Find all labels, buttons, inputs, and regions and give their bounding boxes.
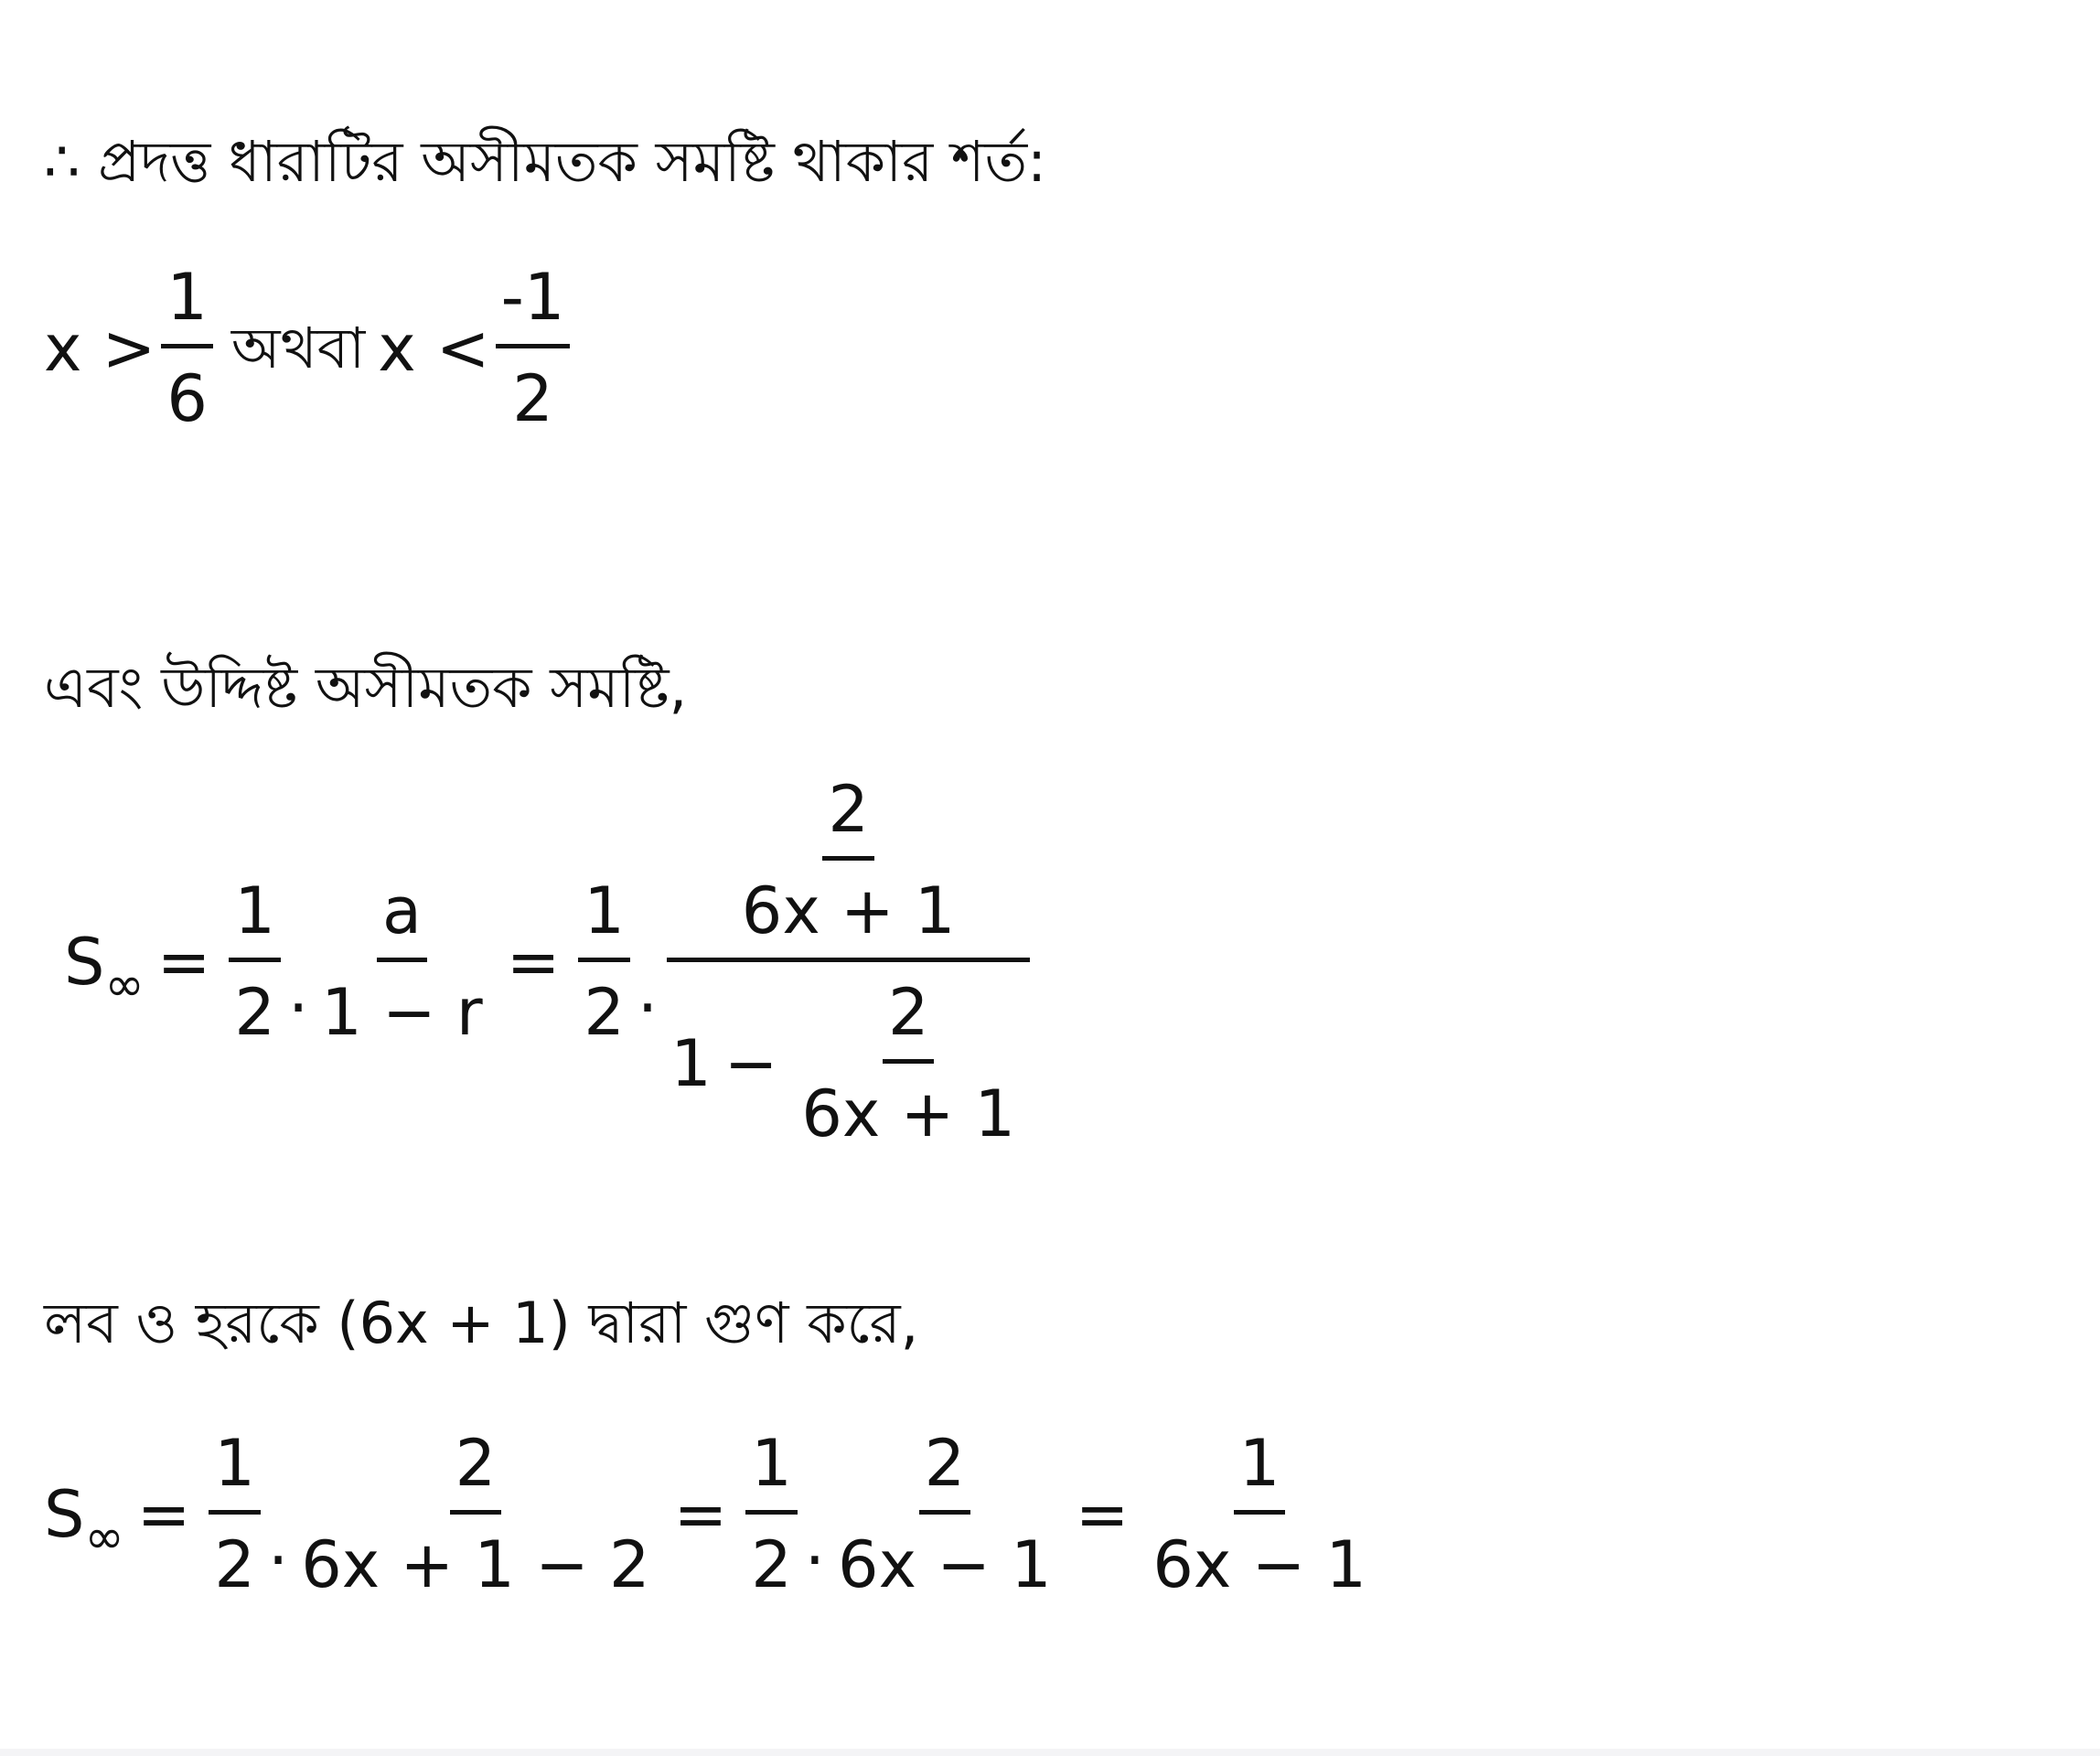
fraction-denominator: 2: [584, 975, 625, 1050]
sum-symbol: [64, 924, 145, 1012]
multiply-dot: .: [637, 951, 659, 1027]
sum-letter: S: [64, 924, 105, 1000]
minus-sign: −: [723, 1025, 778, 1101]
fraction-denominator: 2: [751, 1527, 792, 1602]
fraction-numerator: 1: [229, 879, 281, 962]
fraction-two-over-expression: [295, 1426, 655, 1602]
fraction-a-over-one-minus-r: [316, 873, 488, 1050]
fraction-one-sixth: [161, 260, 213, 436]
multiply-dot: .: [287, 951, 309, 1027]
equals-sign: =: [506, 924, 561, 1000]
fraction-denominator: 6: [166, 361, 208, 436]
equals-sign: =: [673, 1476, 728, 1552]
fraction-numerator: 1: [1234, 1431, 1286, 1515]
condition-connector: অথবা: [230, 314, 366, 381]
multiply-note: [44, 1290, 918, 1357]
infinity-subscript: ∞: [104, 957, 145, 1012]
equals-sign: =: [1075, 1476, 1130, 1552]
compound-denominator: [665, 962, 1032, 1151]
fraction-numerator: 2: [883, 980, 935, 1064]
condition-heading-text: ∴ প্রদত্ত ধারাটির অসীমতক সমষ্টি থাকার শর্ত:: [44, 128, 1047, 195]
sum-letter: S: [44, 1476, 85, 1552]
fraction-denominator: 2: [512, 361, 553, 436]
fraction-denominator: 6x − 1: [838, 1527, 1052, 1602]
equals-sign: =: [156, 924, 211, 1000]
fraction-denominator: 6x + 1 − 2: [301, 1527, 650, 1602]
condition-lhs: x >: [44, 310, 156, 386]
infinity-subscript: ∞: [84, 1509, 124, 1565]
fraction-numerator: 2: [822, 777, 874, 861]
fraction-two-over-six-x-plus-one: [736, 772, 961, 948]
sum-heading-text: এবং উদ্দিষ্ট অসীমতক সমষ্টি,: [44, 654, 688, 721]
fraction-denominator: 6x + 1: [801, 1076, 1016, 1151]
fraction-denominator: 2: [214, 1527, 255, 1602]
fraction-denominator: 6x + 1: [741, 873, 956, 948]
fraction-half: [209, 1426, 261, 1602]
sum-equation-1: [64, 772, 1037, 1151]
compound-fraction: [665, 772, 1032, 1151]
multiply-dot: .: [804, 1504, 826, 1579]
convergence-condition: [44, 260, 575, 436]
fraction-half: [229, 873, 281, 1050]
compound-numerator: [667, 772, 1031, 962]
fraction-half: [578, 873, 630, 1050]
fraction-numerator: 1: [161, 265, 213, 348]
fraction-numerator: 1: [209, 1431, 261, 1515]
fraction-denominator: 2: [234, 975, 275, 1050]
sum-equation-2: [44, 1426, 1377, 1602]
fraction-numerator: a: [377, 879, 427, 962]
fraction-numerator: 1: [578, 879, 630, 962]
fraction-denominator: 1 − r: [321, 975, 483, 1050]
fraction-denominator: 6x − 1: [1152, 1527, 1367, 1602]
fraction-two-over-six-x-plus-one: [796, 975, 1021, 1151]
bottom-divider: [0, 1749, 2100, 1756]
fraction-two-over-six-x-minus-one: [832, 1426, 1057, 1602]
fraction-one-over-six-x-minus-one: [1147, 1426, 1372, 1602]
equals-sign: =: [136, 1476, 191, 1552]
fraction-numerator: 1: [745, 1431, 798, 1515]
multiply-note-text: লব ও হরকে (6x + 1) দ্বারা গুণ করে,: [44, 1290, 919, 1356]
one: 1: [670, 1025, 712, 1101]
fraction-numerator: 2: [919, 1431, 971, 1515]
fraction-numerator: 2: [450, 1431, 502, 1515]
condition-rhs: x <: [378, 310, 490, 386]
condition-heading: [44, 128, 1046, 196]
sum-symbol: [44, 1476, 124, 1565]
multiply-dot: .: [267, 1504, 289, 1579]
fraction-numerator: -1: [496, 265, 571, 348]
sum-heading: [44, 654, 687, 722]
fraction-half: [745, 1426, 798, 1602]
fraction-minus-half: [496, 260, 571, 436]
